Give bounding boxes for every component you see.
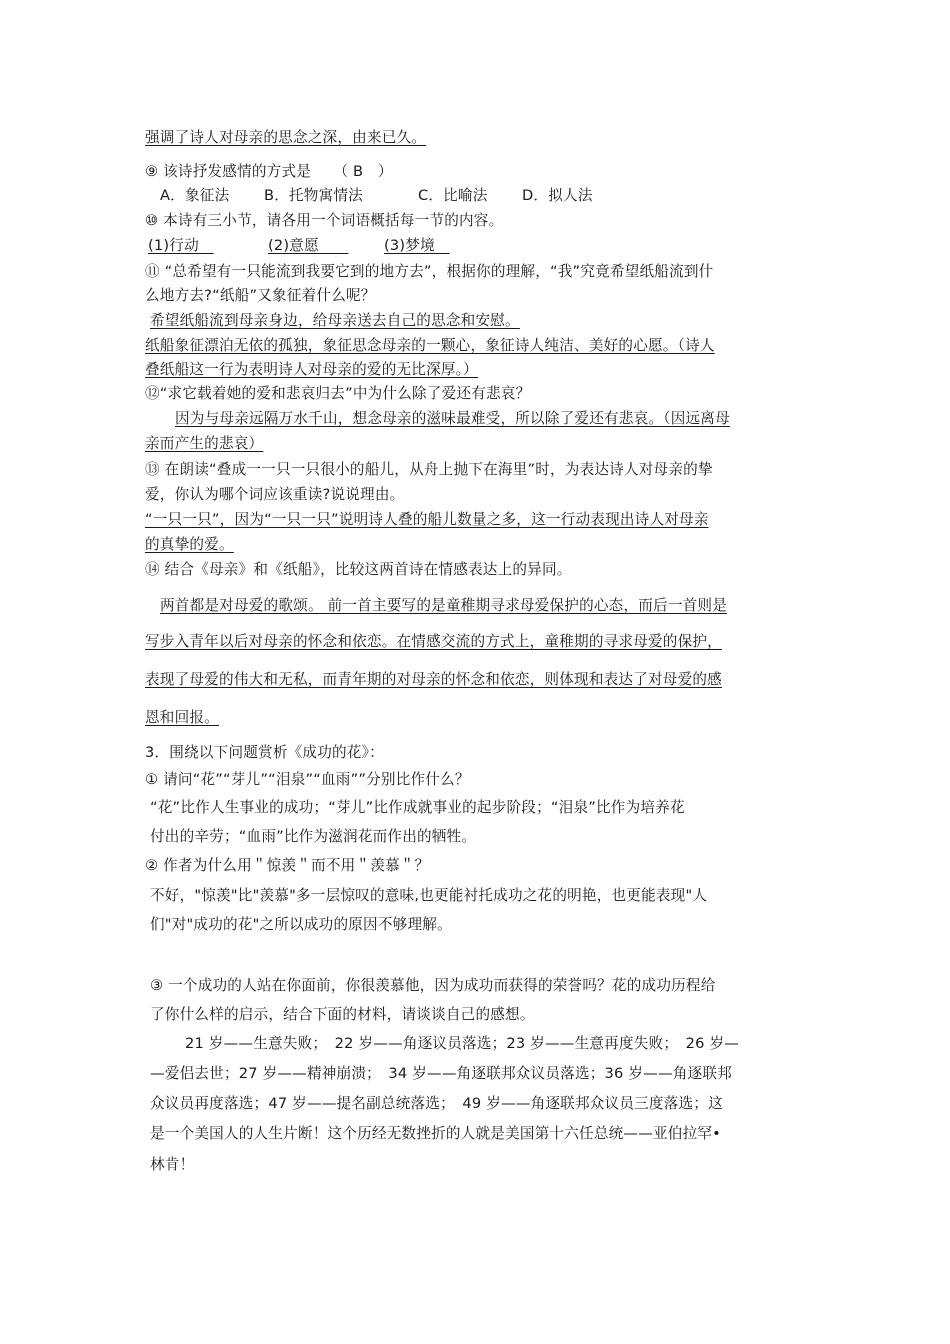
question-12: ⑫“求它载着她的爱和悲哀归去”中为什么除了爱还有悲哀？ xyxy=(145,385,531,402)
answer-s3-2: 不好，"惊羡"比"羡慕"多一层惊叹的意味,也更能衬托成功之花的明艳，也更能表现"人 xyxy=(150,887,708,904)
answer-14-line4: 恩和回报。 xyxy=(145,709,219,726)
answer-12-cont: 亲而产生的悲哀） xyxy=(145,435,264,452)
question-9-options xyxy=(160,186,593,206)
question-10: ⑩ 本诗有三小节，请各用一个词语概括每一节的内容。 xyxy=(145,212,504,229)
answer-14-line3: 表现了母爱的伟大和无私，而青年期的对母亲的怀念和依恋，则体现和表达了对母爱的感 xyxy=(145,671,722,688)
answer-line: 强调了诗人对母亲的思念之深，由来已久。 xyxy=(145,129,427,146)
section-3-heading: 3．围绕以下问题赏析《成功的花》： xyxy=(145,744,384,761)
answer-s3-1-cont: 付出的辛劳；“血雨”比作为滋润花而作出的牺牲。 xyxy=(150,828,477,845)
answer-11b: 纸船象征漂泊无依的孤独，象征思念母亲的一颗心，象征诗人纯洁、美好的心愿。（诗人 xyxy=(145,337,715,354)
question-s3-1: ① 请问“花”“芽儿”“泪泉”“血雨””分别比作什么？ xyxy=(145,771,470,788)
question-s3-3-cont: 了你什么样的启示，结合下面的材料，请谈谈自己的感想。 xyxy=(150,1006,535,1023)
question-13: ⑬ 在朗读“叠成一一只一只很小的船儿，从舟上抛下在海里”时，为表达诗人对母亲的挚 xyxy=(145,461,713,478)
answer-13-cont: 的真挚的爱。 xyxy=(145,536,234,553)
answer-13: “一只一只”，因为“一只一只”说明诗人叠的船儿数量之多，这一行动表现出诗人对母亲 xyxy=(145,511,709,528)
answer-14-line2: 写步入青年以后对母亲的怀念和依恋。在情感交流的方式上，童稚期的寻求母爱的保护， xyxy=(145,633,722,650)
question-11-cont: 么地方去?“纸船”又象征着什么呢？ xyxy=(145,287,376,304)
question-s3-2: ② 作者为什么用＂惊羡＂而不用＂羡慕＂？ xyxy=(145,857,430,874)
option-d: D．拟人法 xyxy=(522,187,593,204)
material-line4: 是一个美国人的人生片断！这个历经无数挫折的人就是美国第十六任总统——亚伯拉罕• xyxy=(150,1125,721,1142)
answer-1: (1)行动 xyxy=(148,237,214,254)
answer-12: 因为与母亲远隔万水千山，想念母亲的滋味最难受，所以除了爱还有悲哀。（因远离母 xyxy=(175,410,730,427)
answer-3: (3)梦境 xyxy=(384,237,450,254)
answer-s3-1: “花”比作人生事业的成功；“芽儿”比作成就事业的起步阶段；“泪泉”比作为培养花 xyxy=(150,799,685,816)
material-line5: 林肯！ xyxy=(150,1156,195,1173)
answer-14-line1: 两首都是对母爱的歌颂。 前一首主要写的是童稚期寻求母爱保护的心态，而后一首则是 xyxy=(160,597,728,614)
material-line3: 众议员再度落选；47 岁——提名副总统落选； 49 岁——角逐联邦众议员三度落选；这 xyxy=(150,1095,723,1112)
option-c: C．比喻法 xyxy=(418,187,488,204)
material-line2: —爱侣去世；27 岁——精神崩溃； 34 岁——角逐联邦众议员落选；36 岁——角逐联邦 xyxy=(150,1065,732,1082)
answer-11b-cont: 叠纸船这一行为表明诗人对母亲的爱的无比深厚。） xyxy=(145,361,478,378)
material-line1: 21 岁——生意失败； 22 岁——角逐议员落选；23 岁——生意再度失败； 26 岁— xyxy=(185,1035,740,1052)
answer-s3-2-cont: 们"对"成功的花"之所以成功的原因不够理解。 xyxy=(150,916,452,933)
question-11: ⑪ “总希望有一只能流到我要它到的地方去”，根据你的理解，“我”究竟希望纸船流到什 xyxy=(145,263,714,280)
question-9: ⑨ 该诗抒发感情的方式是 （ B ） xyxy=(145,163,393,180)
question-13-cont: 爱，你认为哪个词应该重读?说说理由。 xyxy=(145,486,405,503)
question-14: ⑭ 结合《母亲》和《纸船》，比较这两首诗在情感表达上的异同。 xyxy=(145,561,572,578)
option-a: A．象征法 xyxy=(160,187,230,204)
question-10-answers xyxy=(148,236,450,256)
question-s3-3: ③ 一个成功的人站在你面前，你很羡慕他，因为成功而获得的荣誉吗？花的成功历程给 xyxy=(150,977,716,994)
answer-2: (2)意愿 xyxy=(268,237,349,254)
option-b: B．托物寓情法 xyxy=(264,187,363,204)
answer-11a: 希望纸船流到母亲身边，给母亲送去自己的思念和安慰。 xyxy=(150,312,520,329)
